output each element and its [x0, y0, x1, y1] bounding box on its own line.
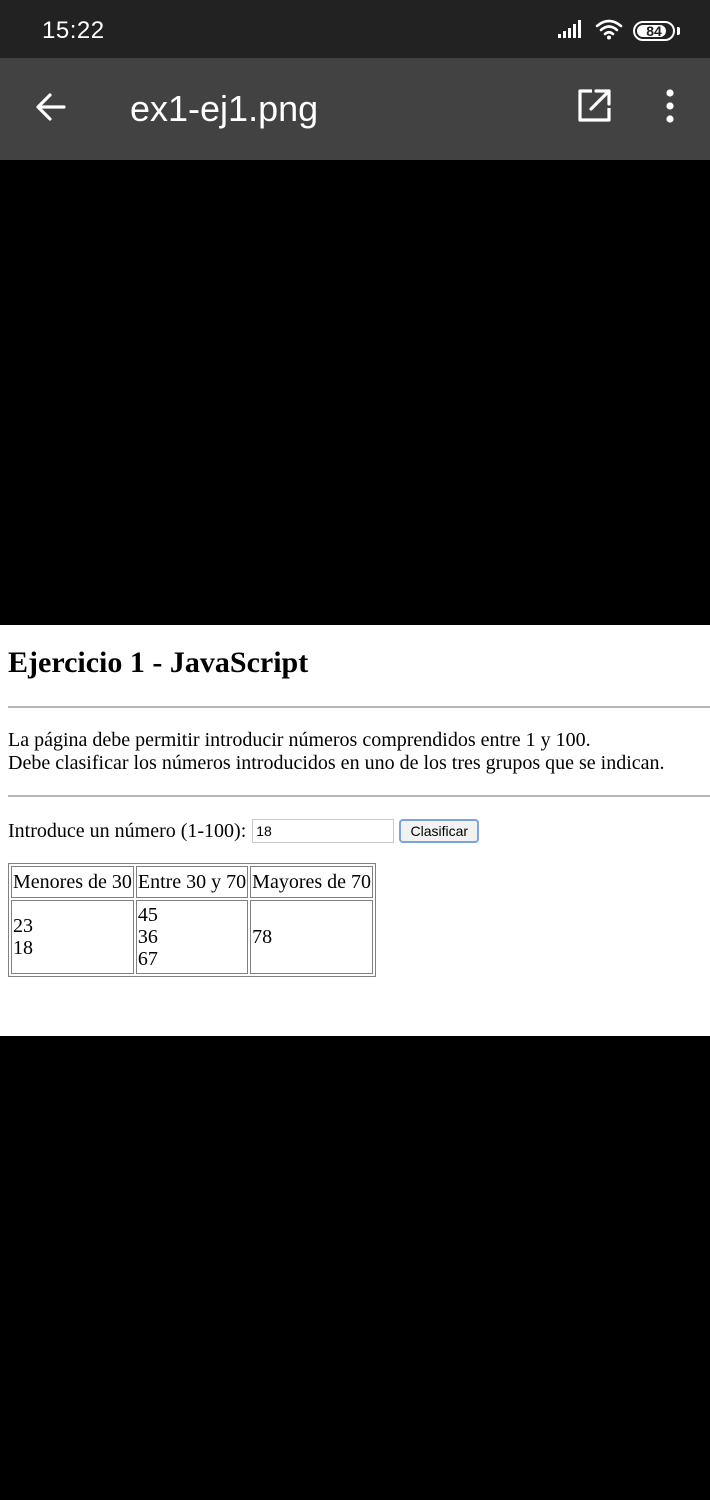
- cell-value: 23: [13, 915, 33, 937]
- description: [8, 729, 665, 775]
- table-header-row: [11, 866, 373, 898]
- column-header: Mayores de 70: [250, 866, 373, 898]
- cell-value: 36: [137, 926, 158, 948]
- back-button[interactable]: [26, 84, 76, 134]
- status-bar: [0, 0, 710, 58]
- battery-tip: [677, 27, 680, 35]
- table-cell-mayores: [250, 900, 373, 974]
- table-cell-menores: [11, 900, 134, 974]
- back-arrow-icon: [34, 90, 68, 129]
- page-heading: Ejercicio 1 - JavaScript: [8, 646, 309, 679]
- more-options-button[interactable]: [650, 84, 690, 132]
- table-row: [11, 900, 373, 974]
- column-header: Menores de 30: [11, 866, 134, 898]
- classify-button[interactable]: Clasificar: [399, 819, 479, 843]
- cell-value: 78: [252, 926, 273, 948]
- app-title: ex1-ej1.png: [130, 88, 319, 129]
- cell-value: 18: [13, 937, 33, 959]
- results-table: [8, 863, 376, 977]
- divider: [8, 706, 710, 708]
- input-label: Introduce un número (1-100):: [8, 819, 247, 842]
- open-external-icon: [576, 88, 612, 129]
- battery-level-text: 84: [646, 23, 662, 39]
- description-line: La página debe permitir introducir números comprendidos entre 1 y 100.: [8, 729, 591, 751]
- column-header: Entre 30 y 70: [136, 866, 248, 898]
- status-time: 15:22: [42, 17, 105, 44]
- description-line: Debe clasificar los números introducidos en uno de los tres grupos que se indican.: [8, 752, 665, 774]
- signal-icon: [557, 19, 585, 44]
- table-cell-entre: [136, 900, 248, 974]
- divider: [8, 795, 710, 797]
- status-icons: [557, 18, 680, 44]
- open-external-button[interactable]: [570, 84, 618, 132]
- input-row: [8, 817, 479, 845]
- app-bar: [0, 58, 710, 160]
- number-input[interactable]: [252, 819, 394, 843]
- cell-value: 45: [137, 904, 158, 926]
- more-vert-icon: [665, 89, 675, 128]
- wifi-icon: [595, 18, 623, 45]
- battery-icon: [633, 21, 675, 41]
- cell-value: 67: [137, 948, 158, 970]
